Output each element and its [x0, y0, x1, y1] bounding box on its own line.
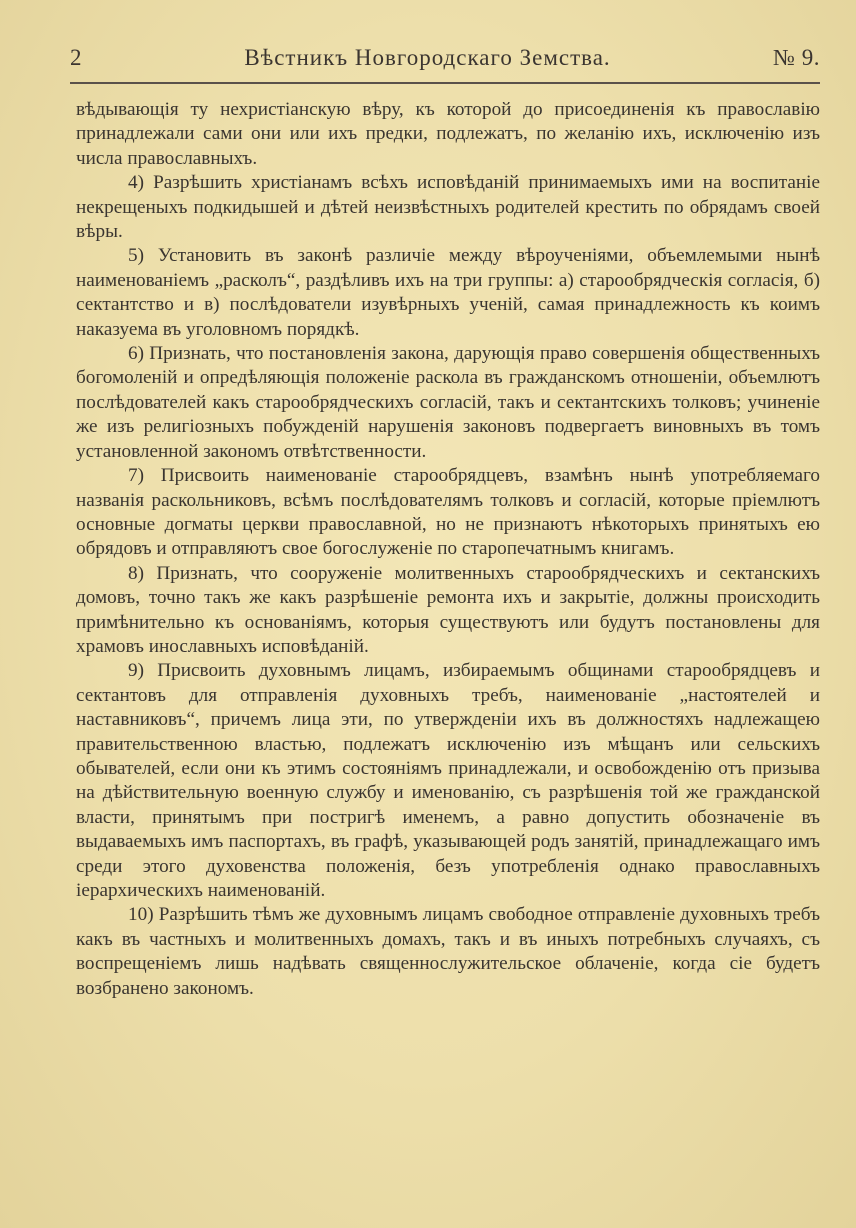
header-rule — [70, 82, 820, 84]
journal-title: Вѣстникъ Новгородскаго Земства. — [244, 45, 611, 70]
page-header — [70, 40, 820, 76]
document-body — [76, 98, 820, 1001]
paragraph-continued: вѣдывающія ту нехристіанскую вѣру, къ которой до присоединенія къ православію принадлежали сами они или ихъ предки, подлежатъ, по желанію ихъ, исключенію изъ числа православныхъ. — [76, 99, 820, 169]
paragraph-item-9: 9) Присвоить духовнымъ лицамъ, избираемымъ общинами старообрядцевъ и сектантовъ для отправленія духовныхъ требъ, наименованіе „настоятелей и наставниковъ“, причемъ лица эти, по утвержденіи ихъ въ должностяхъ надлежащею правительственною властью, подлежатъ исключенію изъ мѣщанъ или сельскихъ обывателей, если они къ этимъ состояніямъ принадлежали, и освобожденію отъ призыва на дѣйствительную военную службу и именованію, съ разрѣшенія той же гражданской власти, принятымъ при постригѣ именемъ, а равно допустить обозначеніе въ выдаваемыхъ имъ паспортахъ, въ графѣ, указывающей родъ занятій, принадлежащаго имъ среди этого духовенства положенія, безъ употребленія однако православныхъ іерархическихъ наименованій. — [76, 660, 820, 901]
paragraph-item-4: 4) Разрѣшить христіанамъ всѣхъ исповѣданій принимаемыхъ ими на воспитаніе некрещеныхъ подкидышей и дѣтей неизвѣстныхъ родителей крестить по обрядамъ своей вѣры. — [76, 172, 820, 243]
paragraph-item-6: 6) Признать, что постановленія закона, дарующія право совершенія общественныхъ богомоленій и опредѣляющія положеніе раскола въ гражданскомъ отношеніи, объемлютъ послѣдователей какъ старообрядческихъ согласій, такъ и сектантскихъ толковъ; учиненіе же изъ религіозныхъ побужденій нарушенія законовъ подвергаетъ виновныхъ въ томъ установленной закономъ отвѣтственности. — [76, 343, 820, 462]
issue-number: № 9. — [773, 45, 820, 70]
paragraph-item-5: 5) Установить въ законѣ различіе между вѣроученіями, объемлемыми нынѣ наименованіемъ „расколъ“, раздѣливъ ихъ на три группы: а) старообрядческія согласія, б) сектантство и в) послѣдователи изувѣрныхъ ученій, самая принадлежность къ коимъ наказуема въ уголовномъ порядкѣ. — [76, 245, 820, 340]
page-number: 2 — [70, 45, 82, 70]
paragraph-item-7: 7) Присвоить наименованіе старообрядцевъ, взамѣнъ нынѣ употребляемаго названія раскольниковъ, всѣмъ послѣдователямъ толковъ и согласій, которые пріемлютъ основные догматы церкви православной, но не признаютъ нѣкоторыхъ принятыхъ ею обрядовъ и отправляютъ свое богослуженіе по старопечатнымъ книгамъ. — [76, 465, 820, 560]
paragraph-item-10: 10) Разрѣшить тѣмъ же духовнымъ лицамъ свободное отправленіе духовныхъ требъ какъ въ частныхъ и молитвенныхъ домахъ, такъ и въ иныхъ потребныхъ случаяхъ, съ воспрещеніемъ лишь надѣвать священнослужительское облаченіе, когда сіе будетъ возбранено закономъ. — [76, 904, 820, 999]
paragraph-item-8: 8) Признать, что сооруженіе молитвенныхъ старообрядческихъ и сектанскихъ домовъ, точно такъ же какъ разрѣшеніе ремонта ихъ и закрытіе, должны происходить примѣнительно къ основаніямъ, которыя существуютъ или будутъ постановлены для храмовъ инославныхъ исповѣданій. — [76, 562, 820, 657]
